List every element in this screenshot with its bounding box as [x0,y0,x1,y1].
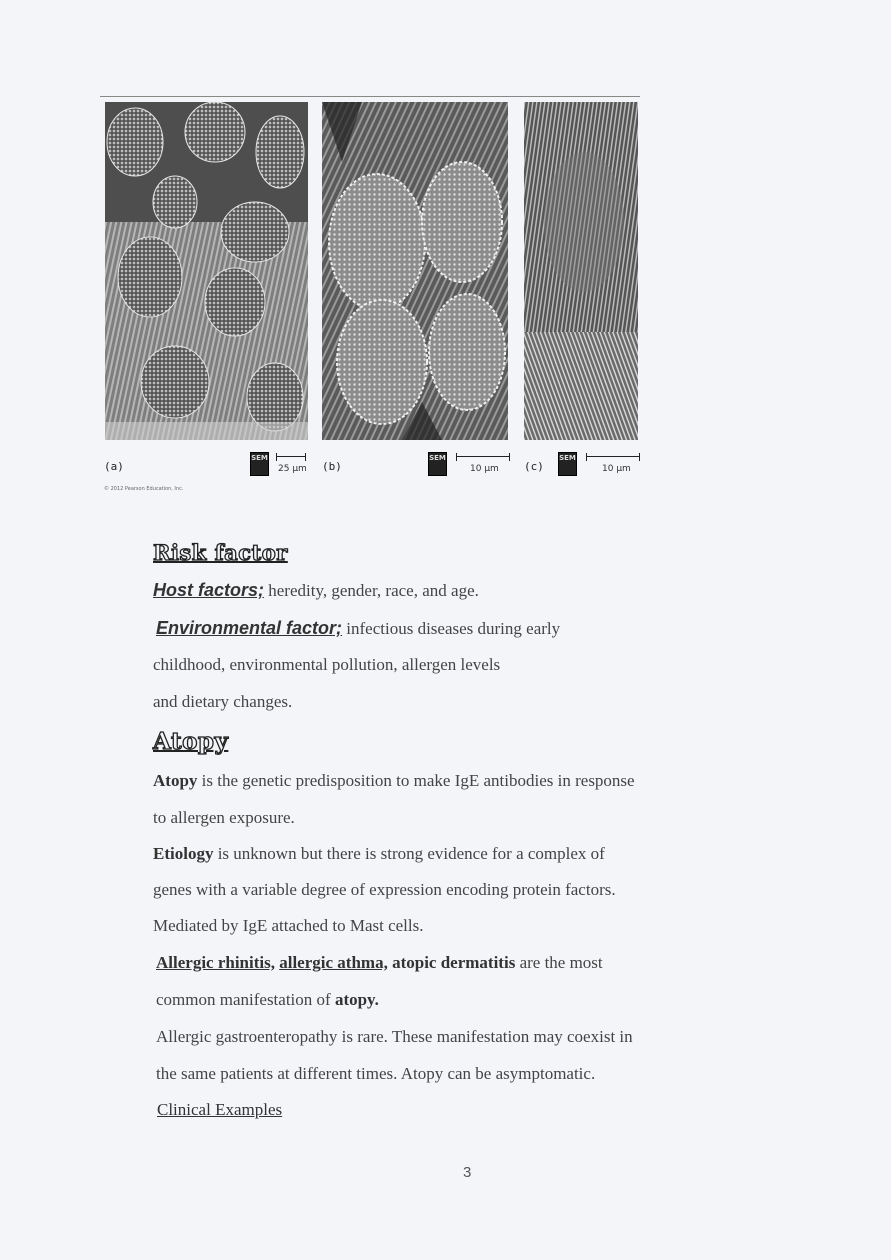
atopy-definition [153,771,635,791]
figure-top-rule [100,96,640,97]
etiology-term: Etiology [153,844,214,863]
panel-letter-b: (b) [322,460,342,473]
atopy-term: Atopy [153,771,198,790]
caption-a [104,452,312,478]
environmental-factor-text: infectious diseases during early [342,619,561,638]
sem-image-b [322,102,508,440]
host-factors-label: Host factors; [153,580,265,600]
atopy-term-2: atopy. [334,990,379,1009]
manifestations-line [156,953,603,973]
manifestations-line-2-text: common manifestation of [156,990,335,1009]
environmental-factor-line [156,618,560,639]
environmental-factor-label: Environmental factor; [156,618,343,638]
allergic-rhinitis-term: Allergic rhinitis, [156,953,275,972]
scale-label-a: 25 µm [278,464,307,474]
manifestations-text: are the most [515,953,603,972]
sem-badge-icon: SEM [428,452,447,476]
gastroenteropathy-line: Allergic gastroenteropathy is rare. These manifestation may coexist in [156,1027,633,1046]
clinical-examples-text: Clinical Examples [157,1100,283,1119]
page-number: 3 [463,1164,472,1181]
atopy-definition-text: is the genetic predisposition to make IgE antibodies in response [197,771,635,790]
clinical-examples-heading [157,1100,282,1120]
environmental-line-2: childhood, environmental pollution, allergen levels [153,655,501,674]
panel-letter-a: (a) [104,460,124,473]
sem-badge-icon: SEM [250,452,269,476]
scale-label-b: 10 µm [470,464,499,474]
scale-label-c: 10 µm [602,464,631,474]
atopy-definition-line-2: to allergen exposure. [153,808,295,827]
host-factors-line [153,580,479,601]
etiology-paragraph [153,844,605,864]
atopic-dermatitis-term: atopic dermatitis [392,953,516,972]
scale-bar-c [586,456,640,463]
caption-b [322,452,512,478]
etiology-line-2: genes with a variable degree of expression encoding protein factors. [153,880,616,899]
scale-bar-b [456,456,510,463]
caption-c [524,452,642,478]
sem-image-c [524,102,638,440]
gastroenteropathy-line-2: the same patients at different times. Atopy can be asymptomatic. [156,1064,596,1083]
risk-factor-heading: Risk factor [153,540,288,565]
atopy-heading: Atopy [153,728,229,755]
mediated-line: Mediated by IgE attached to Mast cells. [153,916,424,935]
environmental-line-3: and dietary changes. [153,692,293,711]
etiology-text: is unknown but there is strong evidence for a complex of [213,844,605,863]
panel-letter-c: (c) [524,460,544,473]
scale-bar-a [276,456,306,463]
host-factors-text: heredity, gender, race, and age. [264,581,479,600]
figure-copyright: © 2012 Pearson Education, Inc. [104,486,184,492]
sem-image-a [105,102,308,440]
manifestations-line-2 [156,990,379,1010]
allergic-athma-term: allergic athma, [279,953,388,972]
sem-badge-icon: SEM [558,452,577,476]
